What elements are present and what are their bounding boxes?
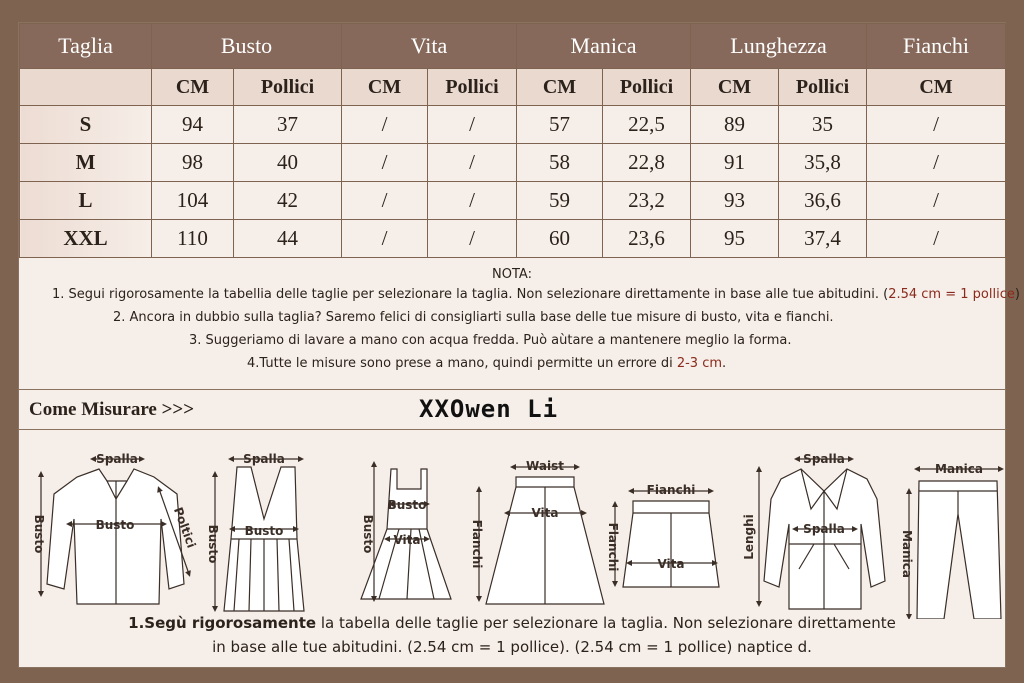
value-cell: 36,6 — [779, 182, 867, 220]
value-cell: / — [342, 220, 428, 258]
value-cell: 37,4 — [779, 220, 867, 258]
value-cell: / — [342, 106, 428, 144]
value-cell: / — [867, 106, 1006, 144]
value-cell: / — [428, 144, 517, 182]
measure-diagrams — [19, 429, 1005, 619]
pants-illustration — [909, 469, 1001, 619]
note-text: . — [722, 356, 727, 371]
value-cell: / — [867, 220, 1006, 258]
table-row — [20, 220, 1006, 258]
header-busto: Busto — [152, 24, 342, 69]
footer-text: la tabella delle taglie per selezionare la taglia. Non selezionare direttamente — [316, 614, 896, 632]
footer-note — [19, 611, 1005, 659]
note-line-1 — [52, 287, 1020, 302]
unit-cell: CM — [517, 69, 603, 106]
value-cell: 40 — [234, 144, 342, 182]
label-vita: Vita — [657, 557, 685, 571]
value-cell: / — [342, 144, 428, 182]
unit-cell: Pollici — [234, 69, 342, 106]
note-text: ) — [1014, 287, 1020, 302]
label-busto: Busto — [361, 514, 375, 554]
note-line-2: 2. Ancora in dubbio sulla taglia? Saremo felici di consigliarti sulla base delle tue misure di busto, vita e fianchi. — [113, 310, 834, 325]
label-manica: Manica — [935, 462, 983, 476]
value-cell: 35 — [779, 106, 867, 144]
footer-line-1 — [19, 611, 1005, 635]
label-busto: Busto — [244, 524, 284, 538]
how-to-measure-title: Come Misurare >>> — [29, 399, 195, 420]
value-cell: 22,5 — [603, 106, 691, 144]
label-spalla: Spalla — [243, 452, 285, 466]
size-cell: L — [20, 182, 152, 220]
note-line-4 — [247, 356, 726, 371]
header-manica: Manica — [517, 24, 691, 69]
value-cell: 57 — [517, 106, 603, 144]
table-row — [20, 106, 1006, 144]
skirt-illustration — [479, 467, 604, 604]
note-text: 1. Segui rigorosamente la tabellia delle taglie per selezionare la taglia. Non selezionare direttamente in base alle tue abitudini. ( — [52, 287, 889, 302]
label-vita: Vita — [531, 506, 559, 520]
value-cell: 35,8 — [779, 144, 867, 182]
value-cell: 89 — [691, 106, 779, 144]
label-busto: Busto — [95, 518, 135, 532]
label-manica: Manica — [900, 530, 914, 578]
table-row — [20, 144, 1006, 182]
unit-cell: CM — [691, 69, 779, 106]
value-cell: 58 — [517, 144, 603, 182]
label-vita: Vita — [393, 533, 421, 547]
label-spalla: Spalla — [803, 452, 845, 466]
note-text: 4.Tutte le misure sono prese a mano, quindi permitte un errore di — [247, 356, 677, 371]
value-cell: 95 — [691, 220, 779, 258]
value-cell: 59 — [517, 182, 603, 220]
garment-illustrations — [19, 429, 1005, 619]
unit-cell: CM — [152, 69, 234, 106]
value-cell: 104 — [152, 182, 234, 220]
value-cell: 94 — [152, 106, 234, 144]
size-cell: XXL — [20, 220, 152, 258]
header-lunghezza: Lunghezza — [691, 24, 867, 69]
how-to-measure-bar — [19, 389, 1005, 430]
table-row — [20, 182, 1006, 220]
value-cell: / — [428, 220, 517, 258]
value-cell: / — [428, 106, 517, 144]
footer-line-2: in base alle tue abitudini. (2.54 cm = 1 pollice). (2.54 cm = 1 pollice) naptice d. — [212, 638, 812, 656]
unit-cell: CM — [867, 69, 1006, 106]
label-busto: Busto — [387, 498, 427, 512]
note-highlight: 2.54 cm = 1 pollice — [888, 287, 1015, 302]
size-cell: M — [20, 144, 152, 182]
size-cell: S — [20, 106, 152, 144]
notes-title: NOTA: — [492, 267, 532, 282]
mini-skirt-illustration — [615, 491, 719, 587]
value-cell: 42 — [234, 182, 342, 220]
footer-bold: 1.Segù rigorosamente — [128, 614, 317, 632]
size-table — [19, 23, 1006, 258]
note-highlight: 2-3 cm — [676, 356, 723, 371]
label-manica: Poltici — [170, 505, 199, 550]
table-unit-row — [20, 69, 1006, 106]
value-cell: 23,6 — [603, 220, 691, 258]
label-busto: Busto — [32, 514, 46, 554]
notes-section — [19, 265, 1020, 390]
value-cell: 37 — [234, 106, 342, 144]
unit-cell: Pollici — [603, 69, 691, 106]
header-taglia: Taglia — [20, 24, 152, 69]
value-cell: / — [867, 182, 1006, 220]
value-cell: 98 — [152, 144, 234, 182]
label-waist: Waist — [526, 459, 564, 473]
unit-cell: CM — [342, 69, 428, 106]
unit-cell: Pollici — [428, 69, 517, 106]
header-fianchi: Fianchi — [867, 24, 1006, 69]
label-spalla: Spalla — [803, 522, 845, 536]
label-lunghezza: Lenghi — [742, 514, 756, 560]
value-cell: 110 — [152, 220, 234, 258]
value-cell: / — [867, 144, 1006, 182]
value-cell: / — [428, 182, 517, 220]
value-cell: 91 — [691, 144, 779, 182]
unit-cell: Pollici — [779, 69, 867, 106]
value-cell: 60 — [517, 220, 603, 258]
label-spalla: Spalla — [96, 452, 138, 466]
label-fianchi: Fianchi — [646, 483, 696, 497]
label-busto: Busto — [206, 524, 220, 564]
brand-logo: XXOwen Li — [419, 395, 559, 423]
label-fianchi: Flanchi — [470, 519, 484, 569]
table-header-row — [20, 24, 1006, 69]
header-vita: Vita — [342, 24, 517, 69]
value-cell: 23,2 — [603, 182, 691, 220]
value-cell: 44 — [234, 220, 342, 258]
unit-blank — [20, 69, 152, 106]
value-cell: / — [342, 182, 428, 220]
value-cell: 93 — [691, 182, 779, 220]
note-line-3: 3. Suggeriamo di lavare a mano con acqua fredda. Può aùtare a mantenere meglio la forma. — [189, 333, 792, 348]
size-chart-card — [18, 22, 1020, 668]
value-cell: 22,8 — [603, 144, 691, 182]
label-fianchi: Flanchi — [606, 522, 620, 572]
